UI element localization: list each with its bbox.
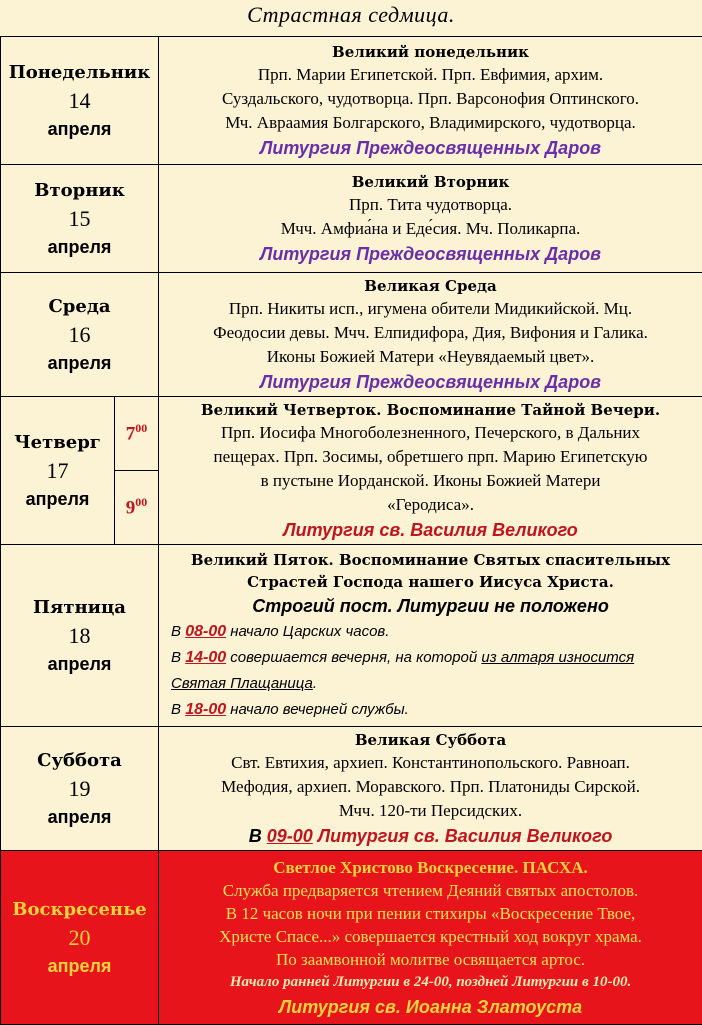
service-time: 14-00: [185, 649, 226, 666]
feast-title: Светлое Христово Воскресение. ПАСХА.: [163, 856, 698, 879]
service-text: В 12 часов ночи при пении стихиры «Воскресение Твое,: [163, 902, 698, 925]
day-name: Суббота: [1, 747, 158, 775]
saint-line: Суздальского, чудотворца. Прп. Варсонофия Оптинского.: [163, 87, 698, 111]
liturgy-times-note: Начало ранней Литургии в 24-00, поздней Литургии в 10-00.: [163, 971, 698, 994]
content-cell: [159, 273, 702, 397]
saint-line: «Геродиса».: [163, 493, 698, 517]
day-cell: [1, 165, 159, 273]
day-name: Четверг: [1, 429, 114, 457]
row-monday: [1, 37, 702, 165]
service-line: [163, 619, 698, 645]
prefix: В: [171, 623, 181, 640]
service-text-underlined: из алтаря износится: [481, 649, 634, 666]
day-cell: [1, 727, 159, 851]
day-number: 15: [1, 205, 158, 233]
service-text: По заамвонной молитве освящается артос.: [163, 948, 698, 971]
day-month: апреля: [1, 803, 158, 831]
liturgy-line: Литургия св. Иоанна Златоуста: [163, 994, 698, 1020]
row-sunday: [1, 851, 702, 1025]
day-name: Понедельник: [1, 59, 158, 87]
day-cell: [1, 37, 159, 165]
day-cell: [1, 851, 159, 1025]
saint-line: Прп. Никиты исп., игумена обители Мидикийской. Мц.: [163, 297, 698, 321]
service-line: [163, 645, 698, 671]
prefix: В: [249, 826, 262, 846]
day-cell: [1, 397, 115, 545]
service-text: начало вечерней службы.: [230, 701, 408, 718]
prefix: В: [171, 701, 181, 718]
day-month: апреля: [1, 349, 158, 377]
day-month: апреля: [1, 952, 158, 980]
day-name: Пятница: [1, 594, 158, 622]
content-cell: [159, 727, 702, 851]
saint-line: Свт. Евтихия, архиеп. Константинопольского. Равноап.: [163, 751, 698, 775]
row-wednesday: [1, 273, 702, 397]
service-time: 18-00: [185, 701, 226, 718]
row-friday: [1, 545, 702, 727]
time-cell: [115, 397, 159, 471]
saint-line: Прп. Иосифа Многоболезненного, Печерского, в Дальних: [163, 421, 698, 445]
day-name: Воскресенье: [1, 896, 158, 924]
service-text: начало Царских часов.: [230, 623, 389, 640]
day-number: 18: [1, 622, 158, 650]
liturgy-name: Литургия св. Василия Великого: [318, 826, 613, 846]
liturgy-line: Литургия св. Василия Великого: [163, 517, 698, 543]
punctuation: .: [313, 675, 317, 692]
feast-title: Великий Вторник: [163, 171, 698, 193]
content-cell: [159, 397, 702, 545]
saint-line: Феодосии девы. Мчч. Елпидифора, Дия, Вифония и Галика.: [163, 321, 698, 345]
feast-title: Великий понедельник: [163, 41, 698, 63]
saint-line: Прп. Тита чудотворца.: [163, 193, 698, 217]
feast-title: Великий Четверток. Воспоминание Тайной Вечери.: [163, 399, 698, 421]
schedule-table: [0, 36, 702, 1025]
feast-title: Великая Среда: [163, 275, 698, 297]
saint-line: пещерах. Прп. Зосимы, обретшего прп. Марию Египетскую: [163, 445, 698, 469]
day-name: Среда: [1, 293, 158, 321]
service-text: совершается вечерня, на которой: [230, 649, 477, 666]
time-hour: 7: [126, 424, 136, 445]
liturgy-line: Литургия Преждеосвященных Даров: [163, 241, 698, 267]
service-time: 09-00: [267, 826, 313, 846]
time-minutes: 00: [135, 495, 147, 509]
day-number: 20: [1, 924, 158, 952]
liturgy-line: Литургия Преждеосвященных Даров: [163, 369, 698, 395]
day-month: апреля: [1, 485, 114, 513]
day-number: 17: [1, 457, 114, 485]
saint-line: Иконы Божией Матери «Неувядаемый цвет».: [163, 345, 698, 369]
day-month: апреля: [1, 115, 158, 143]
liturgy-line: Литургия Преждеосвященных Даров: [163, 135, 698, 161]
content-cell: [159, 37, 702, 165]
saint-line: Мчч. Амфиа́на и Еде́сия. Мч. Поликарпа.: [163, 217, 698, 241]
saint-line: Мч. Авраамия Болгарского, Владимирского, чудотворца.: [163, 111, 698, 135]
strict-fast-line: Строгий пост. Литургии не положено: [163, 593, 698, 619]
feast-title: Великий Пяток. Воспоминание Святых спасительных: [163, 549, 698, 571]
prefix: В: [171, 649, 181, 666]
day-number: 19: [1, 775, 158, 803]
feast-title: Страстей Господа нашего Иисуса Христа.: [163, 571, 698, 593]
row-saturday: [1, 727, 702, 851]
service-text-underlined: Святая Плащаница: [171, 675, 313, 692]
service-text: Христе Спасе...» совершается крестный ход вокруг храма.: [163, 925, 698, 948]
saint-line: Мефодия, архиеп. Моравского. Прп. Платониды Сирской.: [163, 775, 698, 799]
liturgy-line: [163, 823, 698, 849]
time-cell: [115, 471, 159, 545]
day-month: апреля: [1, 233, 158, 261]
time-minutes: 00: [135, 421, 147, 435]
service-line: [163, 697, 698, 723]
time-hour: 9: [126, 498, 136, 519]
saint-line: в пустыне Иорданской. Иконы Божией Матери: [163, 469, 698, 493]
service-time: 08-00: [185, 623, 226, 640]
day-cell: [1, 273, 159, 397]
saint-line: Мчч. 120-ти Персидских.: [163, 799, 698, 823]
day-cell: [1, 545, 159, 727]
row-tuesday: [1, 165, 702, 273]
day-name: Вторник: [1, 177, 158, 205]
feast-title: Великая Суббота: [163, 729, 698, 751]
content-cell: [159, 851, 702, 1025]
page-title: Страстная седмица.: [0, 0, 702, 36]
day-month: апреля: [1, 650, 158, 678]
content-cell: [159, 165, 702, 273]
content-cell: [159, 545, 702, 727]
service-text: Служба предваряется чтением Деяний святых апостолов.: [163, 879, 698, 902]
day-number: 16: [1, 321, 158, 349]
service-line: [163, 671, 698, 697]
row-thursday: [1, 397, 702, 471]
day-number: 14: [1, 87, 158, 115]
saint-line: Прп. Марии Египетской. Прп. Евфимия, архим.: [163, 63, 698, 87]
